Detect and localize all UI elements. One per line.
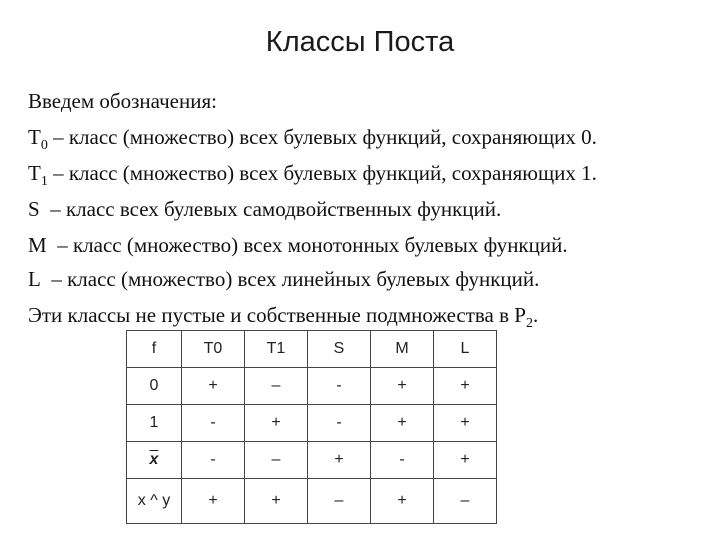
slide-title: Классы Поста [265, 26, 455, 58]
header-t0: T0 [182, 331, 245, 368]
subsets-statement [28, 302, 538, 332]
t1-text: – класс (множество) всех булевых функций, сохраняющих 1. [53, 161, 597, 185]
t0-definition [28, 124, 597, 154]
table-row [127, 368, 497, 405]
membership-cell: – [308, 479, 371, 524]
s-text: – класс всех булевых самодвойственных функций. [50, 197, 502, 221]
m-definition [28, 232, 568, 258]
intro-line [28, 88, 217, 114]
membership-cell: - [371, 442, 434, 479]
membership-cell: + [245, 479, 308, 524]
table-header-row [127, 331, 497, 368]
m-letter: M [28, 233, 47, 257]
p-subscript: 2 [525, 316, 533, 331]
function-cell: 0 [127, 368, 182, 405]
membership-cell: – [245, 442, 308, 479]
header-f: f [127, 331, 182, 368]
function-cell: 1 [127, 405, 182, 442]
membership-cell: + [434, 368, 497, 405]
negation-x: $\overline{x}$ [149, 451, 159, 468]
t1-subscript: 1 [40, 174, 48, 189]
membership-cell: - [182, 442, 245, 479]
subsets-text: Эти классы не пустые и собственные подмножества в [28, 303, 510, 327]
membership-cell: - [308, 405, 371, 442]
membership-cell: + [434, 405, 497, 442]
function-cell: x ^ y [127, 479, 182, 524]
membership-cell: + [371, 405, 434, 442]
membership-cell: + [245, 405, 308, 442]
t0-text: – класс (множество) всех булевых функций, сохраняющих 0. [53, 125, 597, 149]
function-cell [127, 442, 182, 479]
membership-cell: - [308, 368, 371, 405]
l-text: – класс (множество) всех линейных булевых функций. [51, 267, 540, 291]
membership-cell: – [434, 479, 497, 524]
s-letter: S [28, 197, 40, 221]
membership-cell: – [245, 368, 308, 405]
l-definition [28, 266, 539, 292]
t1-definition [28, 160, 597, 190]
intro-text: Введем обозначения: [28, 89, 217, 113]
membership-cell: + [434, 442, 497, 479]
m-text: – класс (множество) всех монотонных булевых функций. [57, 233, 568, 257]
membership-cell: + [182, 368, 245, 405]
header-l: L [434, 331, 497, 368]
t0-letter: T [28, 125, 41, 149]
s-definition [28, 196, 501, 222]
membership-cell: - [182, 405, 245, 442]
membership-cell: + [371, 368, 434, 405]
p-letter: P [514, 303, 526, 327]
membership-cell: + [308, 442, 371, 479]
membership-cell: + [182, 479, 245, 524]
membership-cell: + [371, 479, 434, 524]
table-row [127, 405, 497, 442]
header-s: S [308, 331, 371, 368]
post-classes-table [126, 330, 497, 524]
t0-subscript: 0 [40, 138, 48, 153]
table-row [127, 479, 497, 524]
t1-letter: T [28, 161, 41, 185]
table-row [127, 442, 497, 479]
header-t1: T1 [245, 331, 308, 368]
header-m: M [371, 331, 434, 368]
l-letter: L [28, 267, 41, 291]
p-period: . [532, 303, 539, 327]
